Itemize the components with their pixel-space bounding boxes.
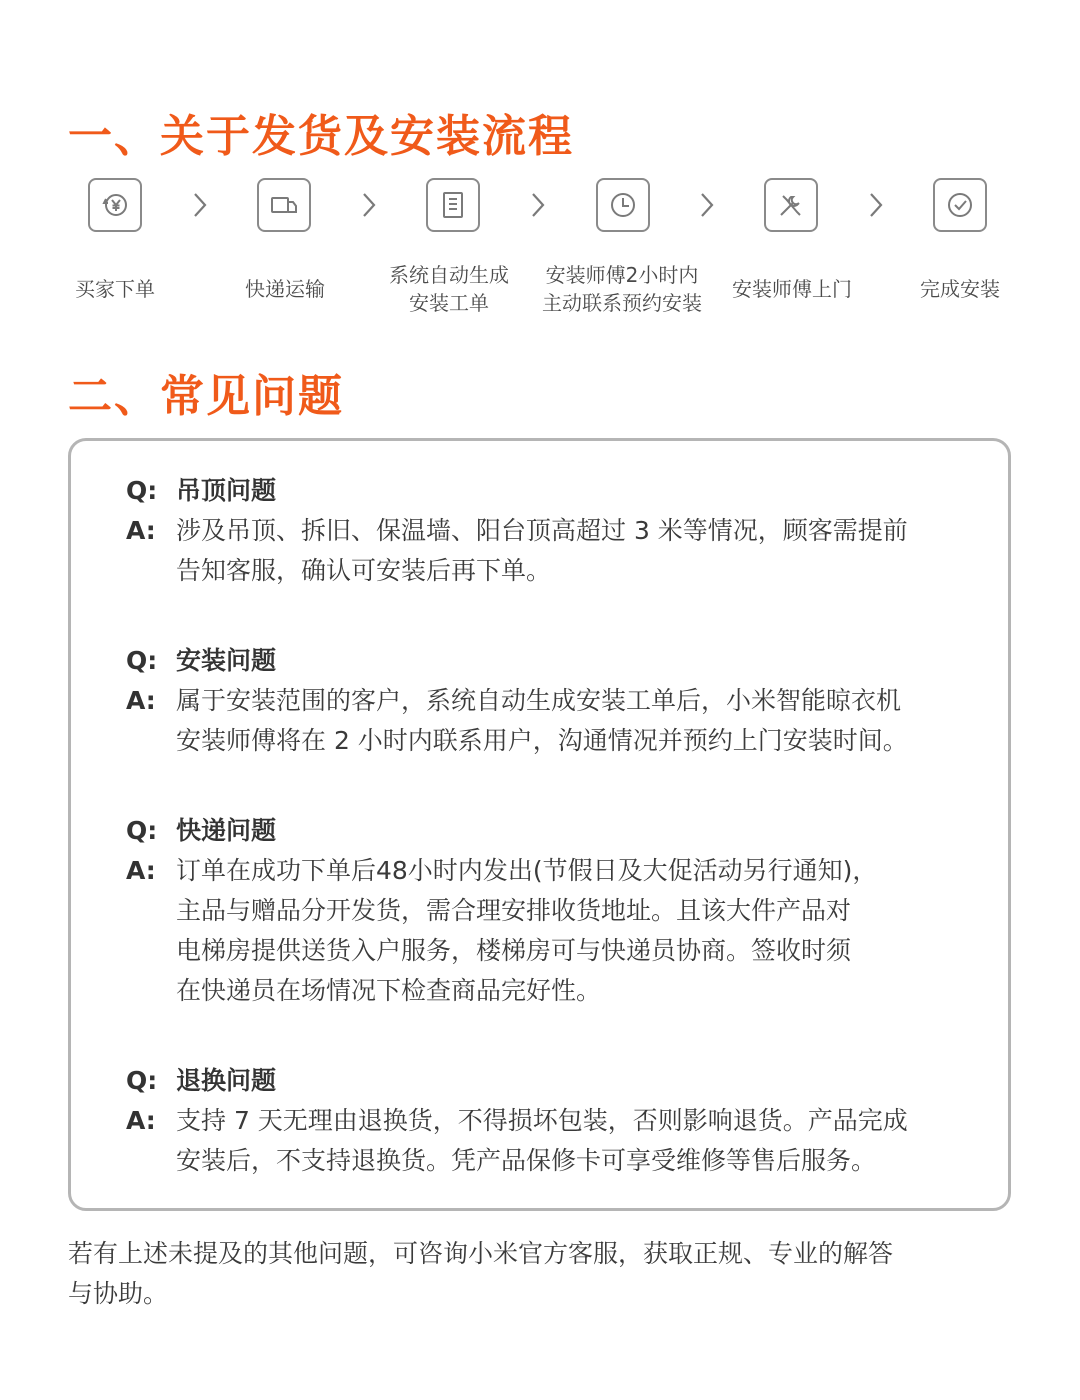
step-label-visit: 安装师傅上门 xyxy=(732,277,852,301)
chevron-right-icon xyxy=(358,190,380,220)
faq-item xyxy=(126,811,966,1011)
faq-item xyxy=(126,1061,966,1181)
step-label-shipping: 快递运输 xyxy=(245,277,325,301)
faq-question: Q: 退换问题 xyxy=(126,1066,277,1095)
faq-answer: A: 属于安装范围的客户，系统自动生成安装工单后，小米智能晾衣机 安装师傅将在 2 小时内联系用户，沟通情况并预约上门安装时间。 xyxy=(126,686,908,755)
step-order-icon xyxy=(88,178,142,232)
footer-note: 若有上述未提及的其他问题，可咨询小米官方客服，获取正规、专业的解答 与协助。 xyxy=(68,1239,894,1308)
step-visit-icon xyxy=(764,178,818,232)
step-contact-icon xyxy=(596,178,650,232)
faq-question: Q: 吊顶问题 xyxy=(126,476,277,505)
step-label-contact: 安装师傅2小时内 主动联系预约安装 xyxy=(542,263,702,315)
chevron-right-icon xyxy=(189,190,211,220)
step-shipping-icon xyxy=(257,178,311,232)
step-label-done: 完成安装 xyxy=(920,277,1000,301)
faq-box xyxy=(68,438,1011,1211)
faq-question: Q: 安装问题 xyxy=(126,646,277,675)
step-label-workorder: 系统自动生成 安装工单 xyxy=(389,263,509,315)
faq-answer: A: 订单在成功下单后48小时内发出(节假日及大促活动另行通知)， 主品与赠品分开发货，需合理安排收货地址。且该大件产品对 电梯房提供送货入户服务，楼梯房可与快递员协商。签收时须 在快递员在场情况下检查商品完好性。 xyxy=(126,856,878,1005)
step-workorder-icon xyxy=(426,178,480,232)
faq-question: Q: 快递问题 xyxy=(126,816,277,845)
chevron-right-icon xyxy=(527,190,549,220)
section-title-faq: 二、常见问题 xyxy=(68,371,344,422)
faq-answer: A: 支持 7 天无理由退换货，不得损坏包装，否则影响退货。产品完成 安装后，不支持退换货。凭产品保修卡可享受维修等售后服务。 xyxy=(126,1106,908,1175)
faq-answer: A: 涉及吊顶、拆旧、保温墙、阳台顶高超过 3 米等情况，顾客需提前 告知客服，确认可安装后再下单。 xyxy=(126,516,908,585)
faq-item xyxy=(126,471,966,591)
faq-item xyxy=(126,641,966,761)
step-done-icon xyxy=(933,178,987,232)
section-title-shipping: 一、关于发货及安装流程 xyxy=(68,111,574,162)
chevron-right-icon xyxy=(696,190,718,220)
chevron-right-icon xyxy=(865,190,887,220)
step-label-order: 买家下单 xyxy=(75,277,155,301)
